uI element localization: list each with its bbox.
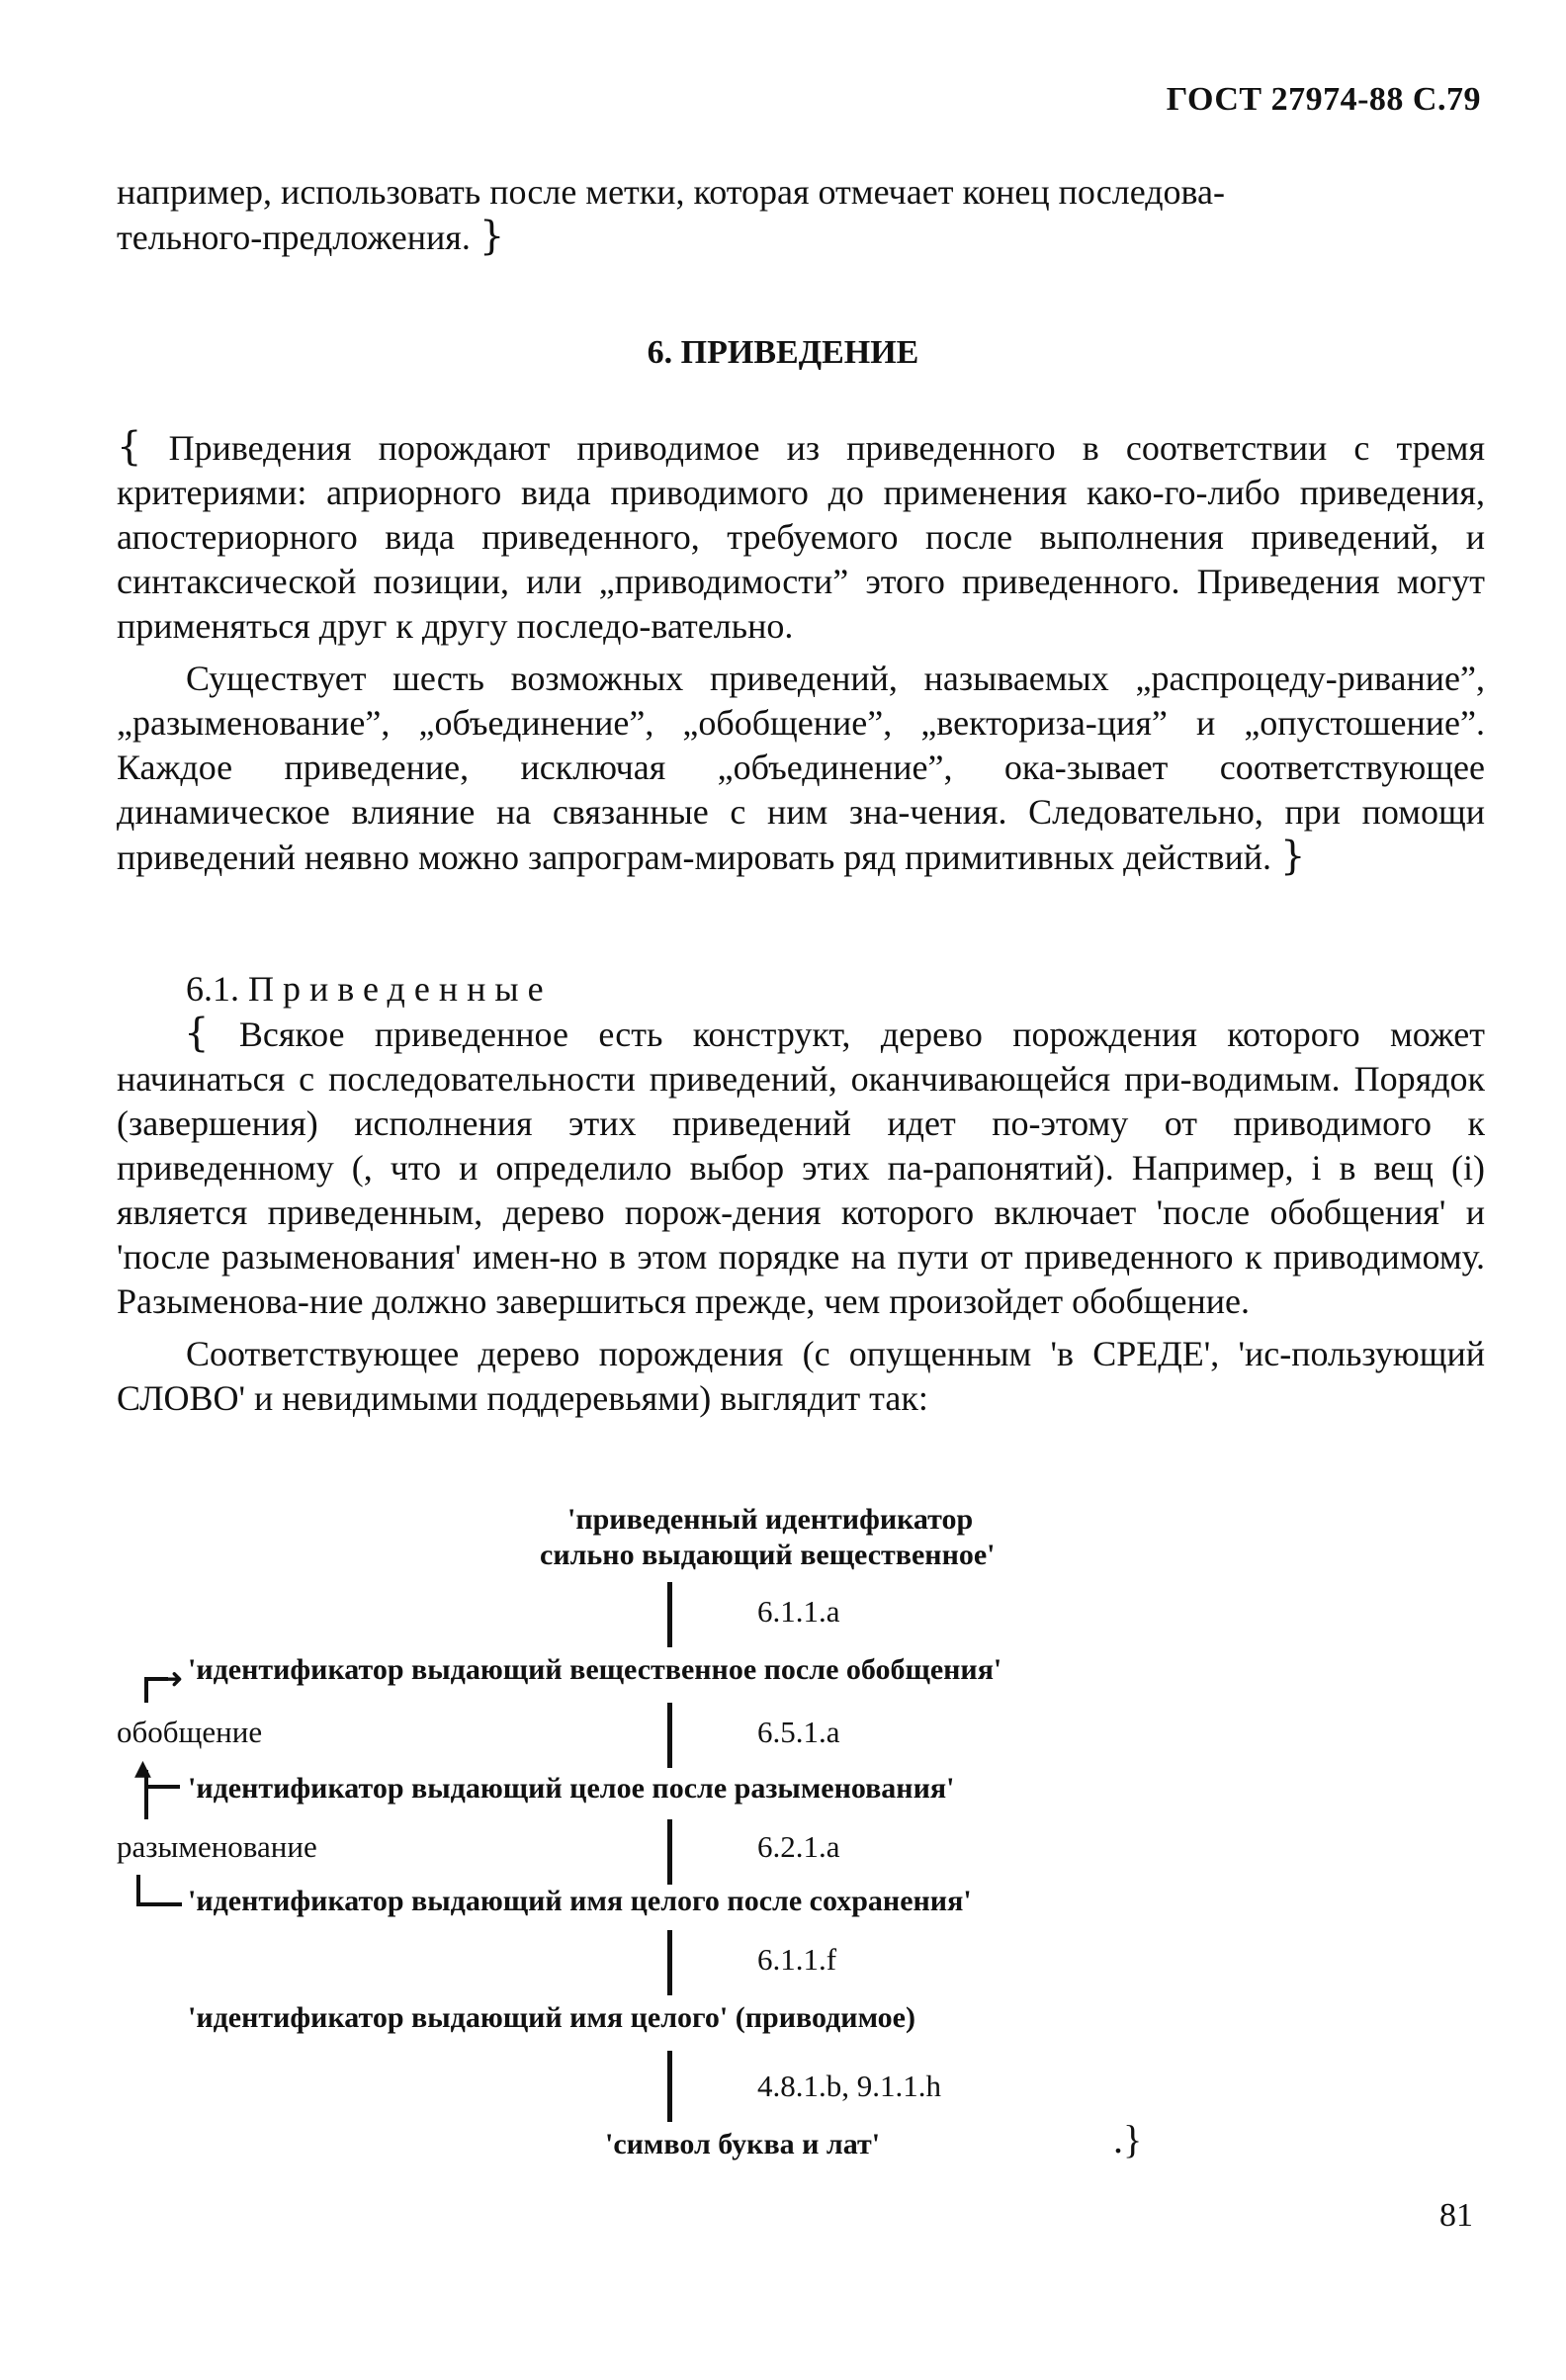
close-brace: } [478,214,505,259]
tree-ref-2: 6.5.1.a [757,1715,840,1749]
intro-line-2-text: тельного-предложения. [117,218,471,257]
intro-line-1: например, использовать после метки, которая отмечает конец последова- [117,172,1226,212]
tree-node-2: 'идентификатор выдающий вещественное после обобщения' [188,1653,1002,1686]
tree-node-5: 'идентификатор выдающий имя целого' (приводимое) [188,2001,915,2034]
return-bracket [136,1875,182,1906]
open-brace: { [117,424,142,470]
subsection-title: Приведенные [248,969,553,1009]
arrow-right-icon: ➜ [160,1662,184,1695]
arrow-up-icon: ▲ [134,1756,151,1781]
tree-ref-4: 6.1.1.f [757,1942,837,1977]
page-header: ГОСТ 27974-88 С.79 [1166,81,1481,118]
tree-connector [667,1703,672,1768]
tree-root-line-1: 'приведенный идентификатор [567,1503,974,1536]
section-para-1-text: Приведения порождают приводимое из приведенного в соответствии с тремя критериями: априорного вида приводимого до применения како-го-либо приведения, апостериорного вида приведенного, требуемого после выполнения приведений, и синтаксической позиции, или „приводимости” этого приведенного. Приведения могут применяться друг к другу последо-вательно. [117,428,1486,646]
tree-ref-5: 4.8.1.b, 9.1.1.h [757,2069,941,2103]
subsection-number: 6.1. [186,969,239,1009]
tree-node-3: 'идентификатор выдающий целое после разыменования' [188,1772,955,1805]
tree-connector [667,1930,672,1995]
tree-label-3: разыменование [117,1829,317,1864]
tree-node-4: 'идентификатор выдающий имя целого после сохранения' [188,1885,972,1917]
close-brace: } [1279,834,1306,879]
tree-end-mark: .} [1113,2117,1143,2161]
section-title: 6. ПРИВЕДЕНИЕ [647,334,919,371]
page-number: 81 [1439,2197,1473,2234]
tree-side-tick [148,1785,180,1789]
open-brace: { [184,1011,210,1056]
tree-node-6: 'символ буква и лат' [605,2128,881,2160]
tree-connector [667,1819,672,1885]
tree-label-2: обобщение [117,1715,263,1749]
tree-ref-1: 6.1.1.a [757,1594,840,1629]
tree-connector [667,1582,672,1647]
tree-ref-3: 6.2.1.a [757,1829,840,1864]
subsection-para-2: Соответствующее дерево порождения (с опущенным 'в СРЕДЕ', 'ис-пользующий СЛОВО' и невидимыми поддеревьями) выглядит так: [117,1334,1485,1418]
tree-connector [667,2051,672,2122]
tree-root-line-2: сильно выдающий вещественное' [540,1539,996,1571]
subsection-para-1-text: Всякое приведенное есть конструкт, дерево порождения которого может начинаться с последовательности приведений, оканчивающейся при-водимым. Порядок (завершения) исполнения этих приведений идет по-этому от приводимого к приведенному (, что и определило выбор этих па-рапонятий). Например, i в вещ (i) является приведенным, дерево порож-дения которого включает 'после обобщения' и 'после разыменования' имен-но в этом порядке на пути от приведенного к приводимому. Разыменова-ние должно завершиться прежде, чем произойдет обобщение. [117,1014,1485,1321]
section-para-2-text: Существует шесть возможных приведений, называемых „распроцеду-ривание”, „разыменование”, „объединение”, „обобщение”, „векториза-ция” и „опустошение”. Каждое приведение, исключая „объединение”, ока-зывает соответствующее динамическое влияние на связанные с ним зна-чения. Следовательно, при помощи приведений неявно можно запрограм-мировать ряд примитивных действий. [117,659,1485,877]
